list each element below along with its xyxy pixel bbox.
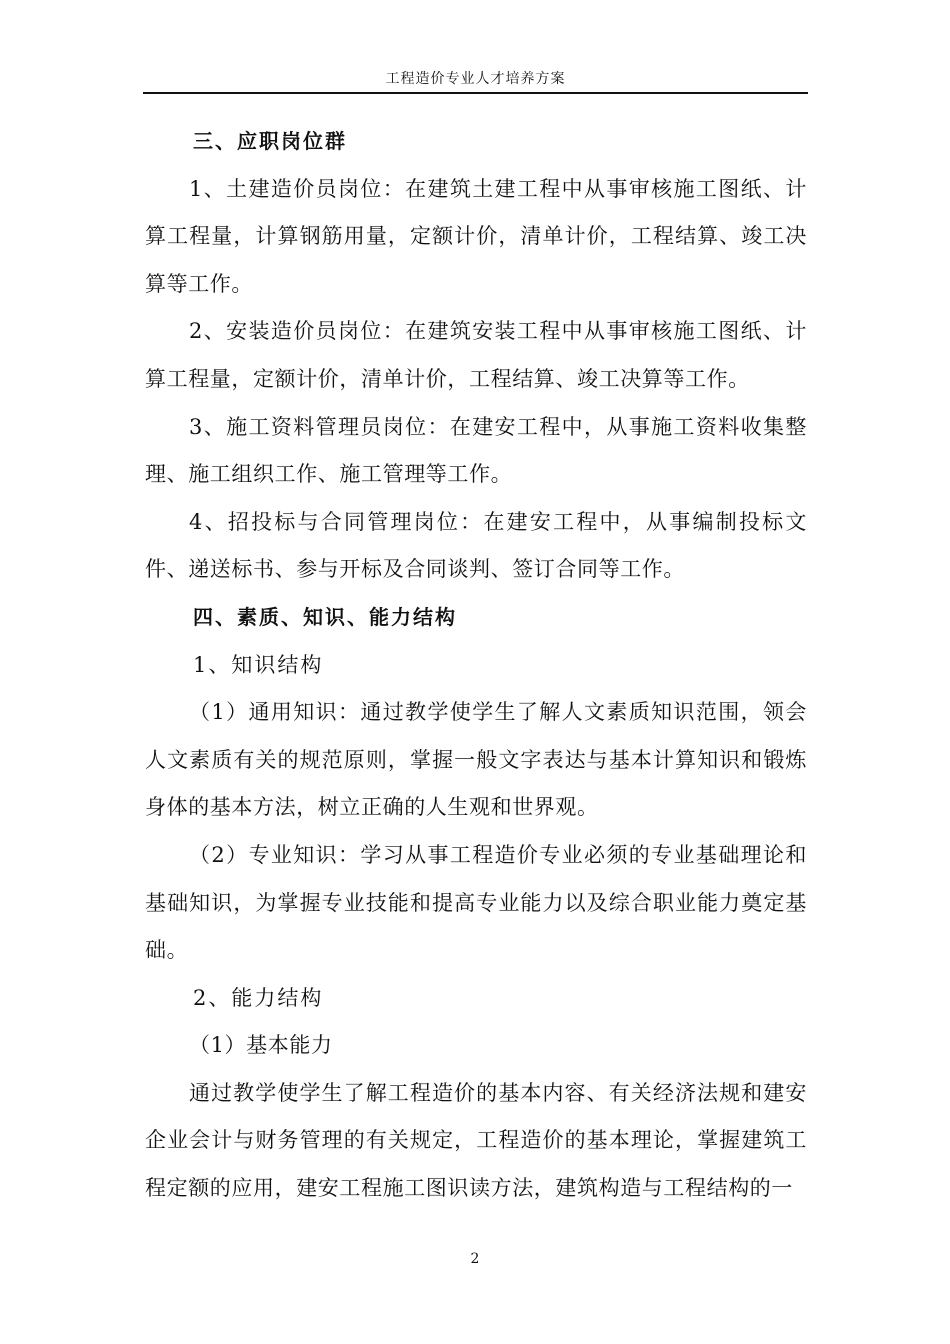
subheading-ability: 2、能力结构 [193, 985, 324, 1010]
paragraph-position-4: 4、招投标与合同管理岗位：在建安工程中，从事编制投标文件、递送标书、参与开标及合同谈判、签订合同等工作。 [145, 509, 807, 582]
paragraph-basic-ability: 通过教学使学生了解工程造价的基本内容、有关经济法规和建安企业会计与财务管理的有关规定，工程造价的基本理论，掌握建筑工程定额的应用，建安工程施工图识读方法，建筑构造与工程结构的一 [145, 1080, 807, 1201]
page-header-title: 工程造价专业人才培养方案 [385, 71, 566, 87]
section-heading-structure: 四、素质、知识、能力结构 [193, 604, 457, 629]
paragraph-position-2: 2、安装造价员岗位：在建筑安装工程中从事审核施工图纸、计算工程量，定额计价，清单计价，工程结算、竣工决算等工作。 [145, 319, 807, 391]
subheading-basic-ability: （1）基本能力 [189, 1033, 333, 1058]
page-number: 2 [470, 1251, 480, 1267]
section-heading-positions: 三、应职岗位群 [193, 129, 347, 153]
paragraph-knowledge-general: （1）通用知识：通过教学使学生了解人文素质知识范围，领会人文素质有关的规范原则，掌握一般文字表达与基本计算知识和锻炼身体的基本方法，树立正确的人生观和世界观。 [145, 700, 807, 820]
document-body [145, 118, 807, 1213]
paragraph-knowledge-professional: （2）专业知识：学习从事工程造价专业必须的专业基础理论和基础知识，为掌握专业技能和提高专业能力以及综合职业能力奠定基础。 [145, 842, 807, 963]
header-divider [143, 92, 808, 94]
paragraph-position-1: 1、土建造价员岗位：在建筑土建工程中从事审核施工图纸、计算工程量，计算钢筋用量，定额计价，清单计价，工程结算、竣工决算等工作。 [145, 176, 807, 296]
paragraph-position-3: 3、施工资料管理员岗位：在建安工程中，从事施工资料收集整理、施工组织工作、施工管理等工作。 [145, 414, 807, 487]
subheading-knowledge: 1、知识结构 [193, 652, 324, 677]
